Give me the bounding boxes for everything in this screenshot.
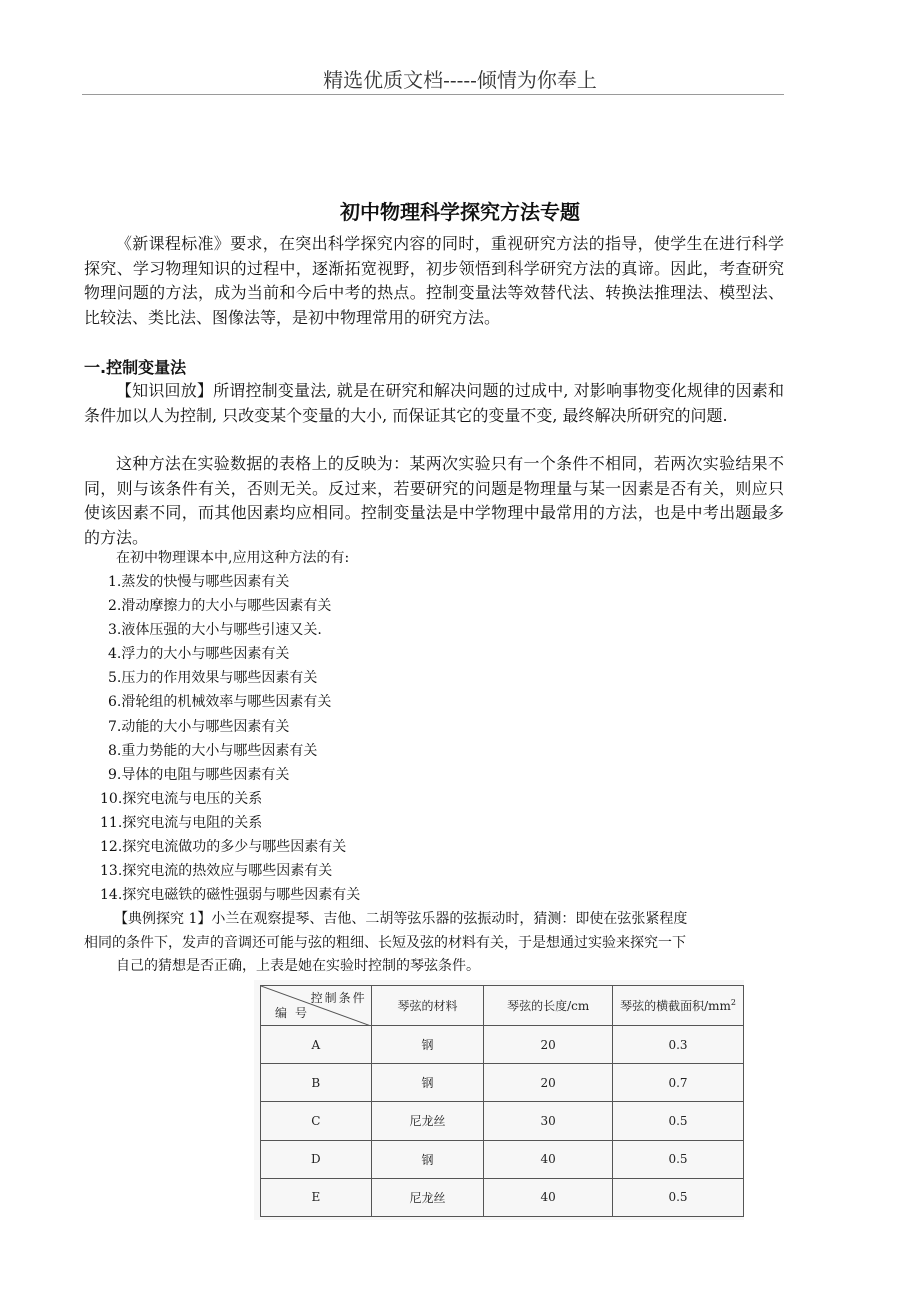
cell-material: 钢 [371,1064,484,1102]
list-item: 11.探究电流与电阻的关系 [100,814,263,831]
list-item: 6.滑轮组的机械效率与哪些因素有关 [108,694,332,711]
table-row [261,1178,744,1216]
corner-header-cell [261,986,372,1026]
cell-material: 尼龙丝 [371,1178,484,1216]
example-line: 相同的条件下，发声的音调还可能与弦的粗细、长短及弦的材料有关，于是想通过实验来探究一下 [84,934,686,951]
intro-paragraph: 《新课程标准》要求，在突出科学探究内容的同时，重视研究方法的指导，使学生在进行科学探究、学习物理知识的过程中，逐渐拓宽视野，初步领悟到科学研究方法的真谛。因此，考查研究物理问题的方法，成为当前和今后中考的热点。控制变量法等效替代法、转换法推理法、模型法、比较法、类比法、图像法等，是初中物理常用的研究方法。 [84,234,784,327]
corner-label-number: 编号 [275,1006,316,1020]
list-item: 13.探究电流的热效应与哪些因素有关 [100,863,333,880]
example-problem [84,908,784,979]
header-area-exponent: 2 [730,998,736,1007]
list-item: 2.滑动摩擦力的大小与哪些因素有关 [108,598,332,615]
cell-length: 40 [484,1140,613,1178]
cell-length: 30 [484,1102,613,1140]
header-divider [82,94,784,95]
list-item: 3.液体压强的大小与哪些引速又关. [108,622,322,639]
list-item: 9.导体的电阻与哪些因素有关 [108,766,290,783]
method-explanation-paragraph: 这种方法在实验数据的表格上的反映为：某两次实验只有一个条件不相同，若两次实验结果不同，则与该条件有关，否则无关。反过来，若要研究的问题是物理量与某一因素是否有关，则应只使该因素不同，而其他因素均应相同。控制变量法是中学物理中最常用的方法，也是中考出题最多的方法。 [84,454,784,547]
cell-length: 20 [484,1026,613,1064]
table-row [261,1140,744,1178]
page-header: 精选优质文档-----倾情为你奉上 [323,68,597,92]
cell-length: 40 [484,1178,613,1216]
list-item: 14.探究电磁铁的磁性强弱与哪些因素有关 [100,887,361,904]
table-row [261,1026,744,1064]
cell-id: B [261,1064,372,1102]
list-item: 5.压力的作用效果与哪些因素有关 [108,670,318,687]
string-conditions-table [260,985,744,1217]
table-row [261,1064,744,1102]
cell-area: 0.7 [613,1064,744,1102]
header-length: 琴弦的长度/cm [484,986,613,1026]
cell-id: E [261,1178,372,1216]
list-item: 8.重力势能的大小与哪些因素有关 [108,742,318,759]
list-item: 1.蒸发的快慢与哪些因素有关 [108,574,290,590]
cell-material: 钢 [371,1026,484,1064]
cell-length: 20 [484,1064,613,1102]
list-intro: 在初中物理课本中,应用这种方法的有: [116,550,350,566]
list-item: 7.动能的大小与哪些因素有关 [108,718,290,735]
cell-area: 0.3 [613,1026,744,1064]
cell-id: C [261,1102,372,1140]
list-item: 4.浮力的大小与哪些因素有关 [108,646,290,663]
document-title: 初中物理科学探究方法专题 [340,200,580,224]
table-row [261,1102,744,1140]
cell-material: 钢 [371,1140,484,1178]
application-list [100,570,360,907]
example-line: 【典例探究 1】小兰在观察提琴、吉他、二胡等弦乐器的弦振动时，猜测：即使在弦张紧程度 [114,911,688,927]
cell-area: 0.5 [613,1140,744,1178]
list-item: 12.探究电流做功的多少与哪些因素有关 [100,839,347,856]
cell-id: A [261,1026,372,1064]
example-line: 自己的猜想是否正确，上表是她在实验时控制的琴弦条件。 [116,958,480,974]
corner-label-conditions: 控制条件 [310,991,367,1005]
list-item: 10.探究电流与电压的关系 [100,790,263,807]
cell-id: D [261,1140,372,1178]
string-conditions-table-figure [254,980,744,1220]
section-heading-control-variable: 一.控制变量法 [84,358,187,377]
knowledge-review-paragraph: 【知识回放】所谓控制变量法, 就是在研究和解决问题的过成中, 对影响事物变化规律的因素和条件加以人为控制, 只改变某个变量的大小, 而保证其它的变量不变, 最终解决所研究的问题. [84,381,784,425]
cell-material: 尼龙丝 [371,1102,484,1140]
cell-area: 0.5 [613,1102,744,1140]
cell-area: 0.5 [613,1178,744,1216]
header-area [613,986,744,1026]
table-header-row [261,986,744,1026]
header-material: 琴弦的材料 [371,986,484,1026]
header-area-label: 琴弦的横截面积/mm [620,999,731,1013]
